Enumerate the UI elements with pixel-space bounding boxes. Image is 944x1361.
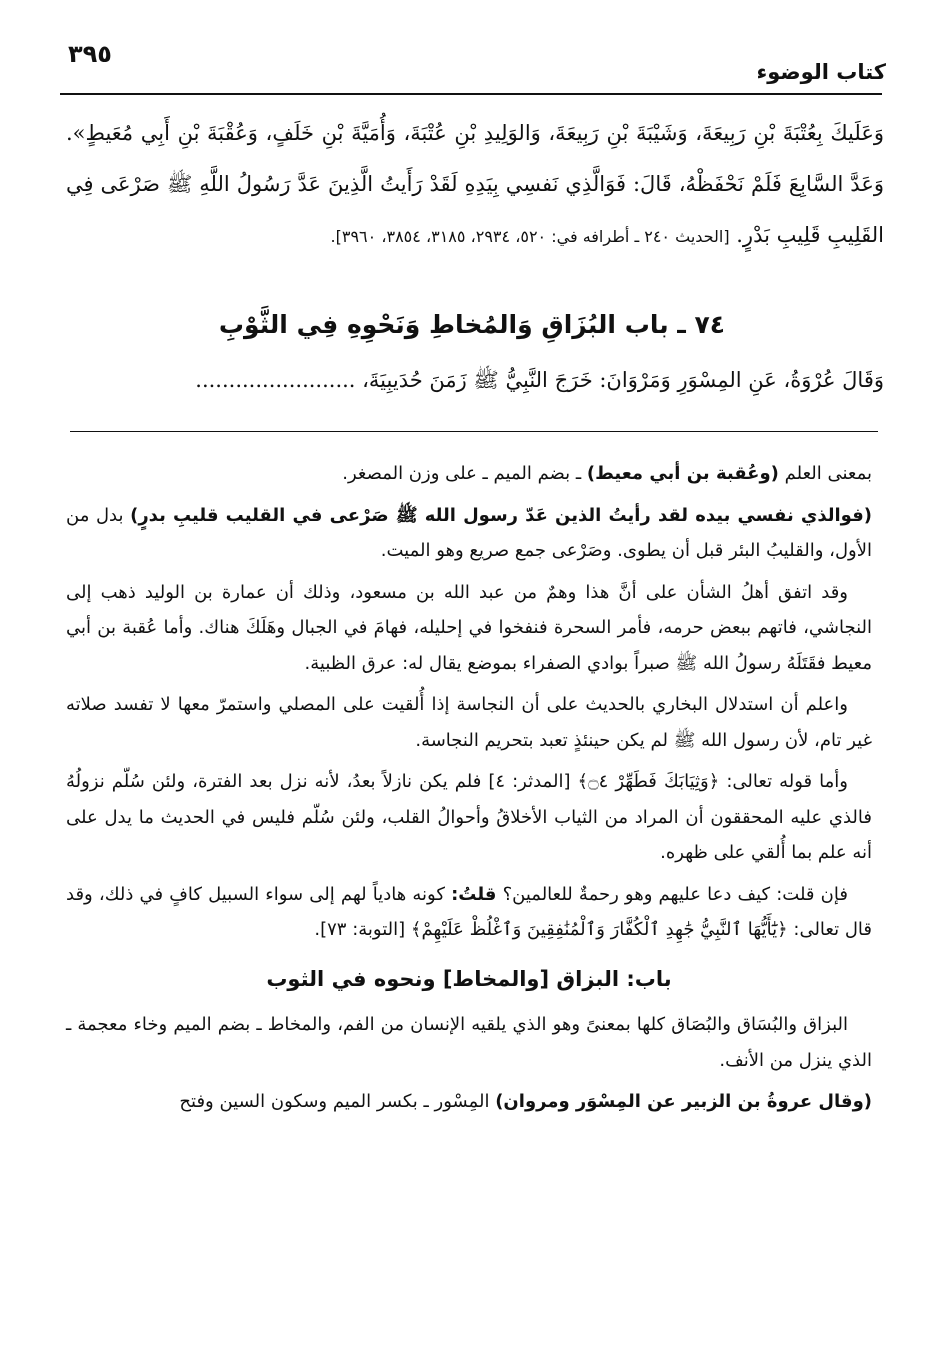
commentary-paragraph-4: واعلم أن استدلال البخاري بالحديث على أن النجاسة إذا أُلقيت على المصلي واستمرّ معها لا تفسد صلاته غير تام، لأن رسول الله ﷺ لم يكن حينئذٍ تعبد بتحريم النجاسة. (66, 694, 872, 751)
commentary-paragraph-7: البزاق والبُسَاق والبُصَاق كلها بمعنىً وهو الذي يلقيه الإنسان من الفم، والمخاط ـ بضم الميم وخاء معجمة ـ الذي ينزل من الأنف. (66, 1014, 872, 1071)
hadith-body: وَعَلَيكَ بِعُتْبَةَ بْنِ رَبِيعَةَ، وَشَيْبَةَ بْنِ رَبِيعَةَ، وَالوَلِيدِ بْنِ عُتْبَةَ، وَأُمَيَّةَ بْنِ خَلَفٍ، وَعُقْبَةَ بْنِ أَبِي مُعَيطٍ». وَعَدَّ السَّابِعَ فَلَمْ نَحْفَظْهُ، قَالَ: فَوَالَّذِي نَفسِي بِيَدِهِ لَقَدْ رَأَيتُ الَّذِينَ عَدَّ رَسُولُ اللَّهِ ﷺ صَرْعَى فِي القَلِيبِ قَلِيبِ بَدْرٍ. (66, 121, 884, 247)
running-header-title: كتاب الوضوء (756, 60, 886, 84)
commentary-paragraph-8: (وقال عروةُ بن الزبير عن المِسْوَر ومروان) المِسْور ـ بكسر الميم وسكون السين وفتح (179, 1091, 872, 1112)
header-rule (60, 93, 882, 95)
commentary-divider (70, 431, 878, 432)
commentary-paragraph-6: فإن قلت: كيف دعا عليهم وهو رحمةٌ للعالمين؟ قلتُ: كونه هادياً لهم إلى سواء السبيل كافٍ في ذلك، وقد قال تعالى: ﴿يَٰٓأَيُّهَا ٱلنَّبِيُّ جَٰهِدِ ٱلْكُفَّارَ وَٱلْمُنَٰفِقِينَ وَٱغْلُظْ عَلَيْهِمْ﴾ [التوبة: ٧٣]. (66, 883, 872, 940)
chapter-heading: ٧٤ ـ باب البُزَاقِ وَالمُخاطِ وَنَحْوِهِ فِي الثَّوْبِ (218, 310, 726, 339)
commentary-paragraph-2: (فوالذي نفسي بيده لقد رأيتُ الذين عَدّ رسول الله ﷺ صَرْعى في القليب قليبِ بدرٍ) بدل من الأول، والقليبُ البئر قبل أن يطوى. وصَرْعى جمع صريع وهو الميت. (66, 504, 872, 561)
commentary-paragraph-3: وقد اتفق أهلُ الشأن على أنَّ هذا وهمٌ من عبد الله بن مسعود، وذلك أن عمارة بن الوليد ذهب إلى النجاشي، فاتهم ببعض حرمه، فأمر السحرة فنفخوا في إحليله، فهامَ في الجبال وهَلَكَ هناك. وأما عُقبة بن أبي معيط فقَتَلَهُ رسولُ الله ﷺ صبراً بوادي الصفراء بموضع يقال له: عرق الظبية. (66, 581, 872, 674)
commentary-paragraph-5: وأما قوله تعالى: ﴿وَثِيَابَكَ فَطَهِّرْ ۝٤﴾ [المدثر: ٤] فلم يكن نازلاً بعدُ، لأنه نزل بعد الفترة، ولئن سُلّم نزولُهُ فالذي عليه المحققون أن المراد من الثياب الأخلاقُ وأحوالُ القلب، ولئن سُلّم فليس في الحديث ما يدل على أنه علم بما أُلقي على ظهره. (66, 771, 872, 863)
quran-quote: ﴿يَٰٓأَيُّهَا ٱلنَّبِيُّ جَٰهِدِ ٱلْكُفَّارَ وَٱلْمُنَٰفِقِينَ وَٱغْلُظْ عَلَيْهِمْ﴾ (410, 919, 788, 940)
chapter-subtext: وَقَالَ عُرْوَةُ، عَنِ المِسْوَرِ وَمَرْوَانَ: خَرَجَ النَّبِيُّ ﷺ زَمَنَ حُدَيبِيَةَ، ........................ (195, 368, 884, 392)
commentary-bab-heading: باب: البزاق [والمخاط] ونحوه في الثوب (266, 966, 672, 991)
commentary (66, 456, 872, 1126)
page-number: ٣٩٥ (68, 40, 112, 68)
hadith-reference: [الحديث ٢٤٠ ـ أطرافه في: ٥٢٠، ٢٩٣٤، ٣١٨٥، ٣٨٥٤، ٣٩٦٠]. (330, 227, 730, 246)
commentary-paragraph-1: بمعنى العلم (وعُقبة بن أبي معيط) ـ بضم الميم ـ على وزن المصغر. (342, 463, 872, 484)
hadith-text (66, 108, 884, 262)
quran-quote: ﴿وَثِيَابَكَ فَطَهِّرْ ۝٤﴾ (577, 771, 720, 792)
